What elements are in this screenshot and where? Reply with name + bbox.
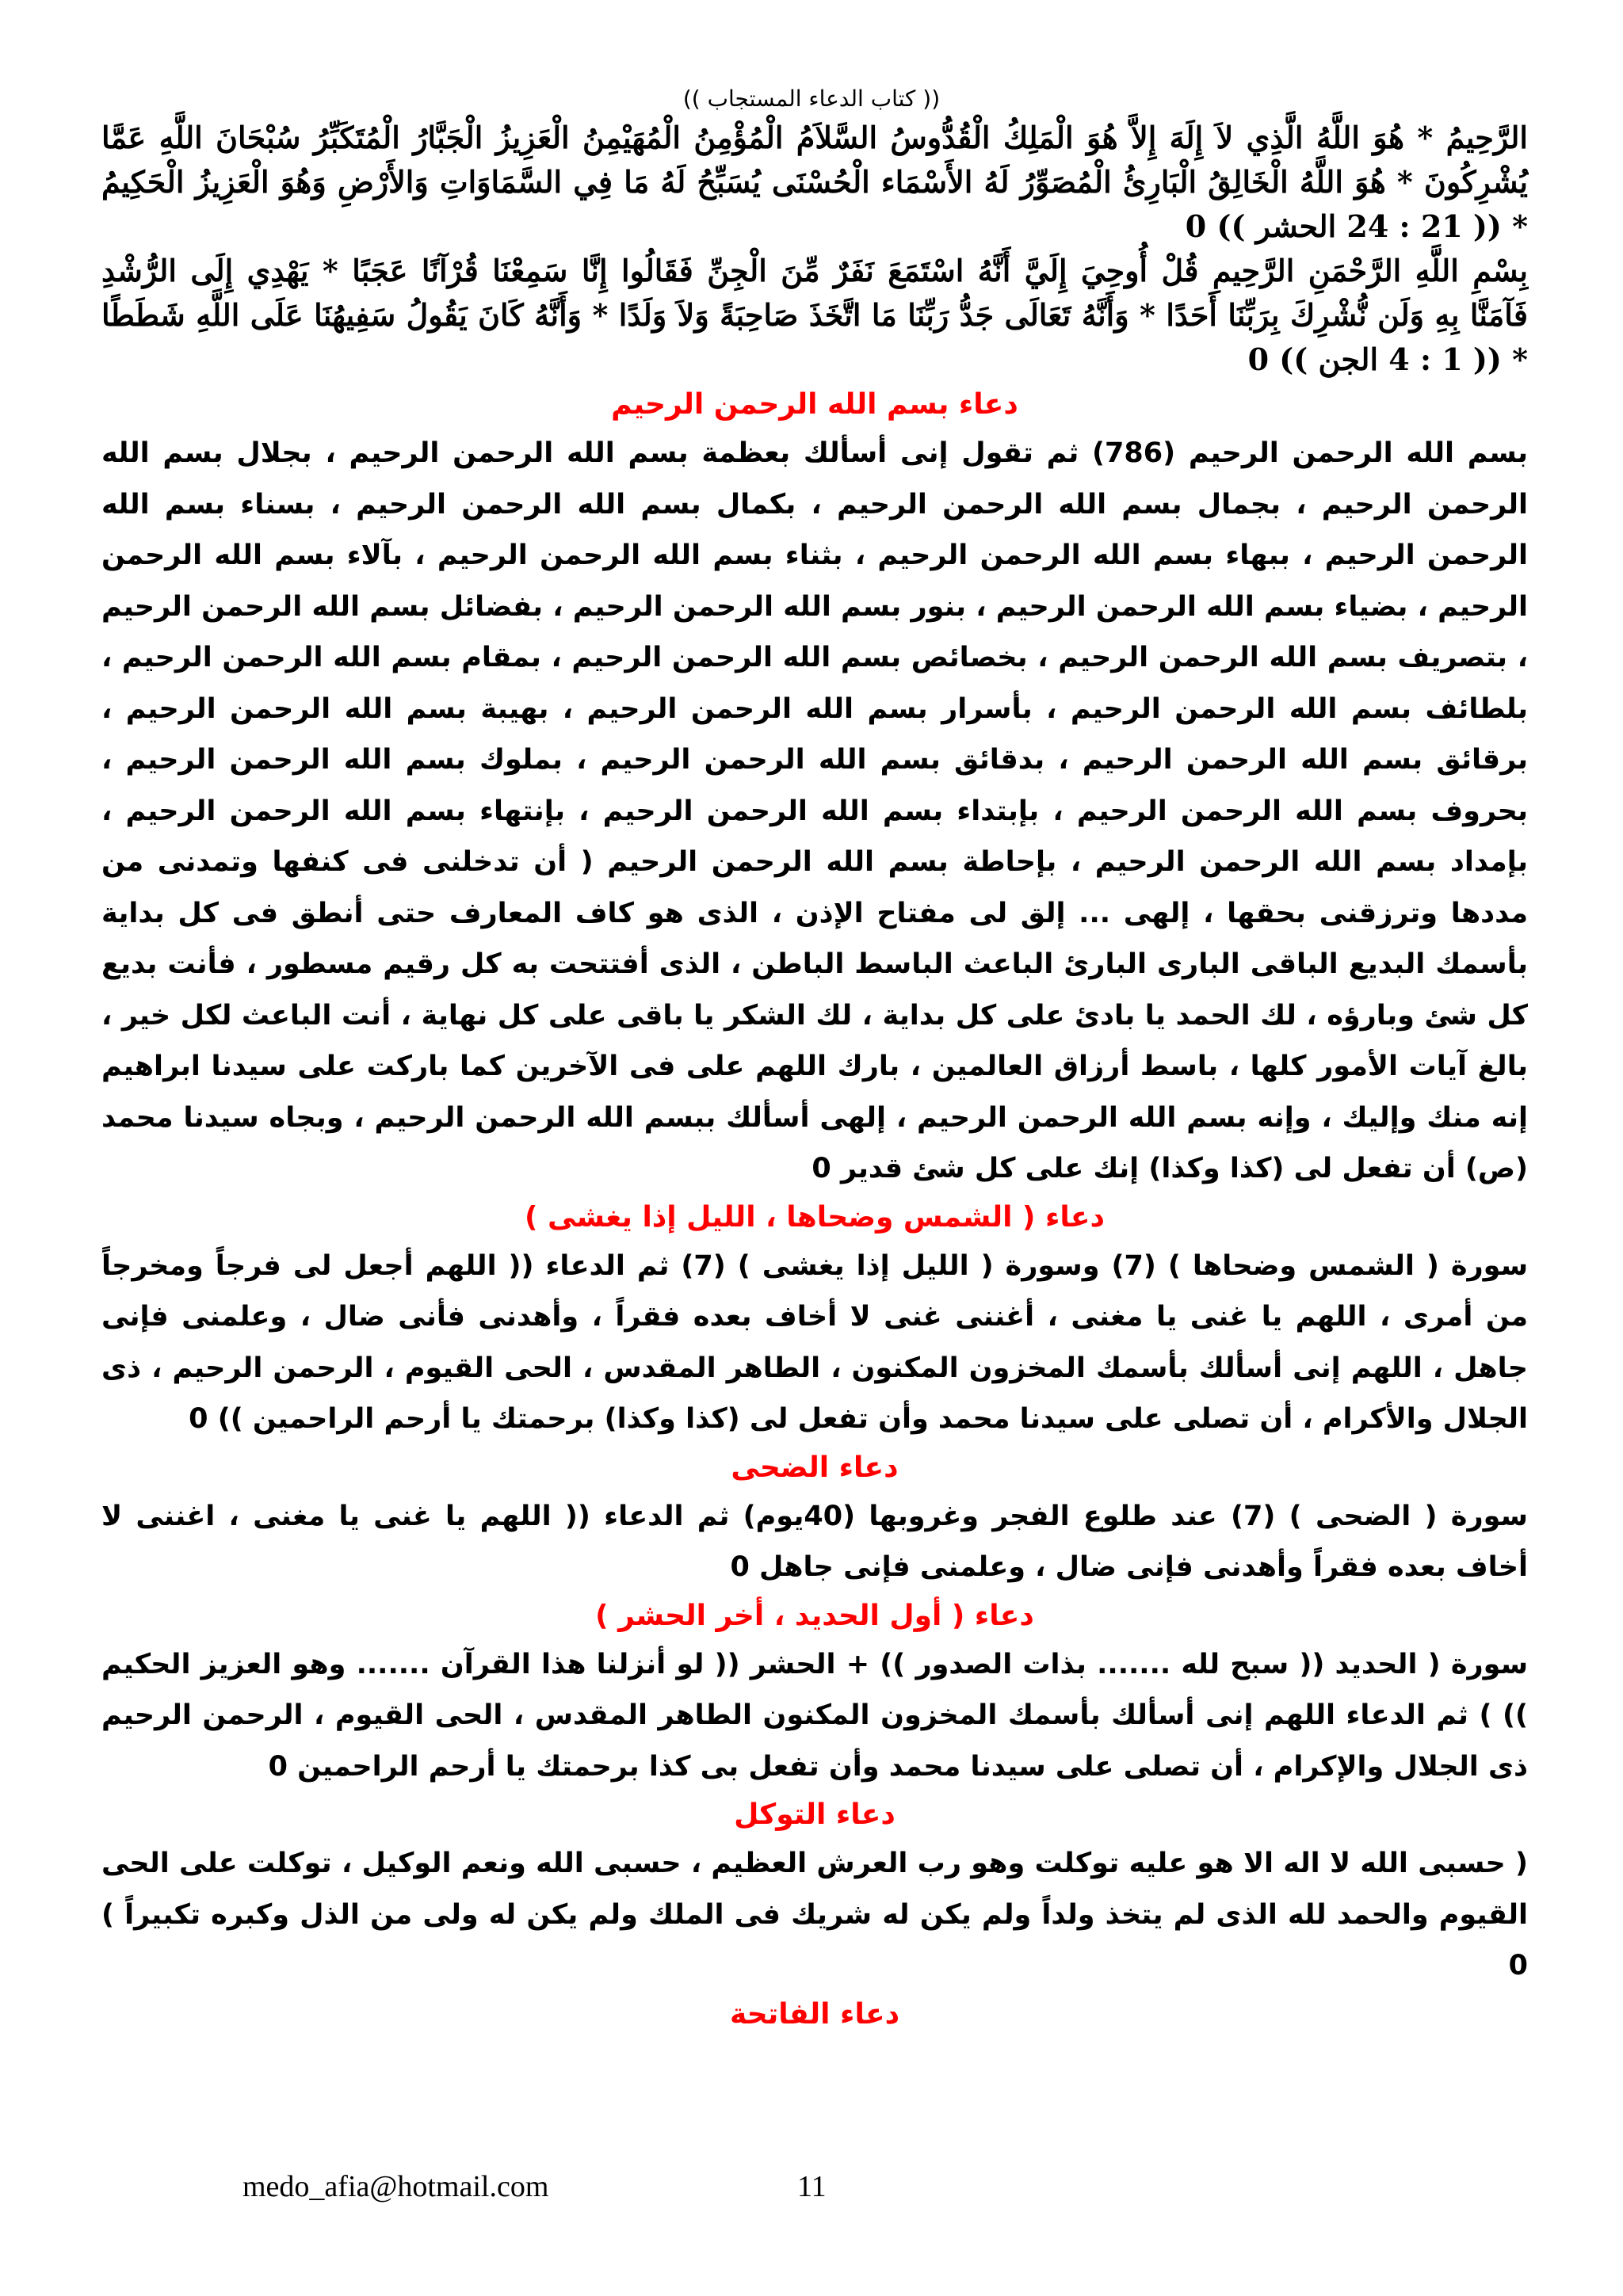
prayer-text-tawakkul: ( حسبى الله لا اله الا هو عليه توكلت وهو رب العرش العظيم ، حسبى الله ونعم الوكيل ، توكلت على الحى القيوم والحمد لله الذى لم يتخذ ولداً ولم يكن له شريك فى الملك ولم يكن له ولى من الذل وكبره تكبيراً ) 0 [101,1848,1528,1981]
prayer-text-duha: سورة ( الضحى ) (7) عند طلوع الفجر وغروبها (40يوم) ثم الدعاء (( اللهم يا غنى يا مغنى ، اغننى لا أخاف بعده فقراً وأهدنى فإنى ضال ، وعلمنى فإنى جاهل 0 [101,1500,1528,1583]
section-heading-tawakkul: دعاء التوكل [734,1798,896,1831]
section-heading-duha: دعاء الضحى [731,1451,899,1484]
section-heading-hadid-hashr: دعاء ( أول الحديد ، أخر الحشر ) [595,1599,1034,1632]
prayer-text-hadid-hashr: سورة ( الحديد (( سبح لله ....... بذات الصدور )) + الحشر (( لو أنزلنا هذا القرآن ....... وهو العزيز الحكيم )) ) ثم الدعاء اللهم إنى أسألك بأسمك المخزون المكنون الطاهر المقدس ، الحى القيوم ، الرحمن الرحيم ذى الجلال والإكرام ، أن تصلى على سيدنا محمد وأن تفعل بى كذا برحمتك يا أرحم الراحمين 0 [101,1648,1528,1783]
section-heading-basmala: دعاء بسم الله الرحمن الرحيم [611,388,1018,421]
section-heading-shams-layl: دعاء ( الشمس وضحاها ، الليل إذا يغشى ) [525,1200,1105,1234]
book-title-header: (( كتاب الدعاء المستجاب )) [682,86,941,112]
footer-email: medo_afia@hotmail.com [242,2170,549,2203]
section-heading-fatiha: دعاء الفاتحة [729,1997,900,2031]
quran-verse-al-hashr: الرَّحِيمُ * هُوَ اللَّهُ الَّذِي لاَ إِلَهَ إِلاَّ هُوَ الْمَلِكُ الْقُدُّوسُ السَّلاَمُ الْمُؤْمِنُ الْمُهَيْمِنُ الْعَزِيزُ الْجَبَّارُ الْمُتَكَبِّرُ سُبْحَانَ اللَّهِ عَمَّا يُشْرِكُونَ * هُوَ اللَّهُ الْخَالِقُ الْبَارِئُ الْمُصَوِّرُ لَهُ الأَسْمَاء الْحُسْنَى يُسَبِّحُ لَهُ مَا فِي السَّمَاوَاتِ وَالأَرْضِ وَهُوَ الْعَزِيزُ الْحَكِيمُ * (( 21 : 24 الحشر )) 0 [101,120,1528,244]
page-content [101,116,1528,2038]
quran-verse-al-jinn: بِسْمِ اللَّهِ الرَّحْمَنِ الرَّحِيمِ قُلْ أُوحِيَ إِلَيَّ أَنَّهُ اسْتَمَعَ نَفَرٌ مِّنَ الْجِنِّ فَقَالُوا إِنَّا سَمِعْنَا قُرْآنًا عَجَبًا * يَهْدِي إِلَى الرُّشْدِ فَآمَنَّا بِهِ وَلَن نُّشْرِكَ بِرَبِّنَا أَحَدًا * وَأَنَّهُ تَعَالَى جَدُّ رَبِّنَا مَا اتَّخَذَ صَاحِبَةً وَلاَ وَلَدًا * وَأَنَّهُ كَانَ يَقُولُ سَفِيهُنَا عَلَى اللَّهِ شَطَطًا * (( 1 : 4 الجن )) 0 [101,253,1528,377]
prayer-text-basmala: بسم الله الرحمن الرحيم (786) ثم تقول إنى أسألك بعظمة بسم الله الرحمن الرحيم ، بجلال بسم الله الرحمن الرحيم ، بجمال بسم الله الرحمن الرحيم ، بكمال بسم الله الرحمن الرحيم ، بسناء بسم الله الرحمن الرحيم ، ببهاء بسم الله الرحمن الرحيم ، بثناء بسم الله الرحمن الرحيم ، بآلاء بسم الله الرحمن الرحيم ، بضياء بسم الله الرحمن الرحيم ، بنور بسم الله الرحمن الرحيم ، بفضائل بسم الله الرحمن الرحيم ، بتصريف بسم الله الرحمن الرحيم ، بخصائص بسم الله الرحمن الرحيم ، بمقام بسم الله الرحمن الرحيم ، بلطائف بسم الله الرحمن الرحيم ، بأسرار بسم الله الرحمن الرحيم ، بهيبة بسم الله الرحمن الرحيم ، برقائق بسم الله الرحمن الرحيم ، بدقائق بسم الله الرحمن الرحيم ، بملوك بسم الله الرحمن الرحيم ، بحروف بسم الله الرحمن الرحيم ، بإبتداء بسم الله الرحمن الرحيم ، بإنتهاء بسم الله الرحمن الرحيم ، بإمداد بسم الله الرحمن الرحيم ، بإحاطة بسم الله الرحمن الرحيم ( أن تدخلنى فى كنفها وتمدنى من مددها وترزقنى بحقها ، إلهى ... إلق لى مفتاح الإذن ، الذى هو كاف المعارف حتى أنطق فى كل بداية بأسمك البديع الباقى البارى البارئ الباعث الباسط الباطن ، الذى أفتتحت به كل رقيم مسطور ، فأنت بديع كل شئ وبارؤه ، لك الحمد يا بادئ على كل بداية ، لك الشكر يا باقى على كل نهاية ، أنت الباعث لكل خير ، بالغ آيات الأمور كلها ، باسط أرزاق العالمين ، بارك اللهم على فى الآخرين كما باركت على سيدنا ابراهيم إنه منك وإليك ، وإنه بسم الله الرحمن الرحيم ، إلهى أسألك ببسم الله الرحمن الرحيم ، وبجاه سيدنا محمد (ص) أن تفعل لى (كذا وكذا) إنك على كل شئ قدير 0 [101,437,1528,1184]
page-number: 11 [797,2170,827,2203]
prayer-text-shams-layl: سورة ( الشمس وضحاها ) (7) وسورة ( الليل إذا يغشى ) (7) ثم الدعاء (( اللهم أجعل لى فرجاً ومخرجاً من أمرى ، اللهم يا غنى يا مغنى ، أغننى غنى لا أخاف بعده فقراً ، وأهدنى فأنى ضال ، وعلمنى فإنى جاهل ، اللهم إنى أسألك بأسمك المخزون المكنون ، الطاهر المقدس ، الحى القيوم ، الرحمن الرحيم ، ذى الجلال والأكرام ، أن تصلى على سيدنا محمد وأن تفعل لى (كذا وكذا) برحمتك يا أرحم الراحمين )) 0 [101,1249,1529,1435]
